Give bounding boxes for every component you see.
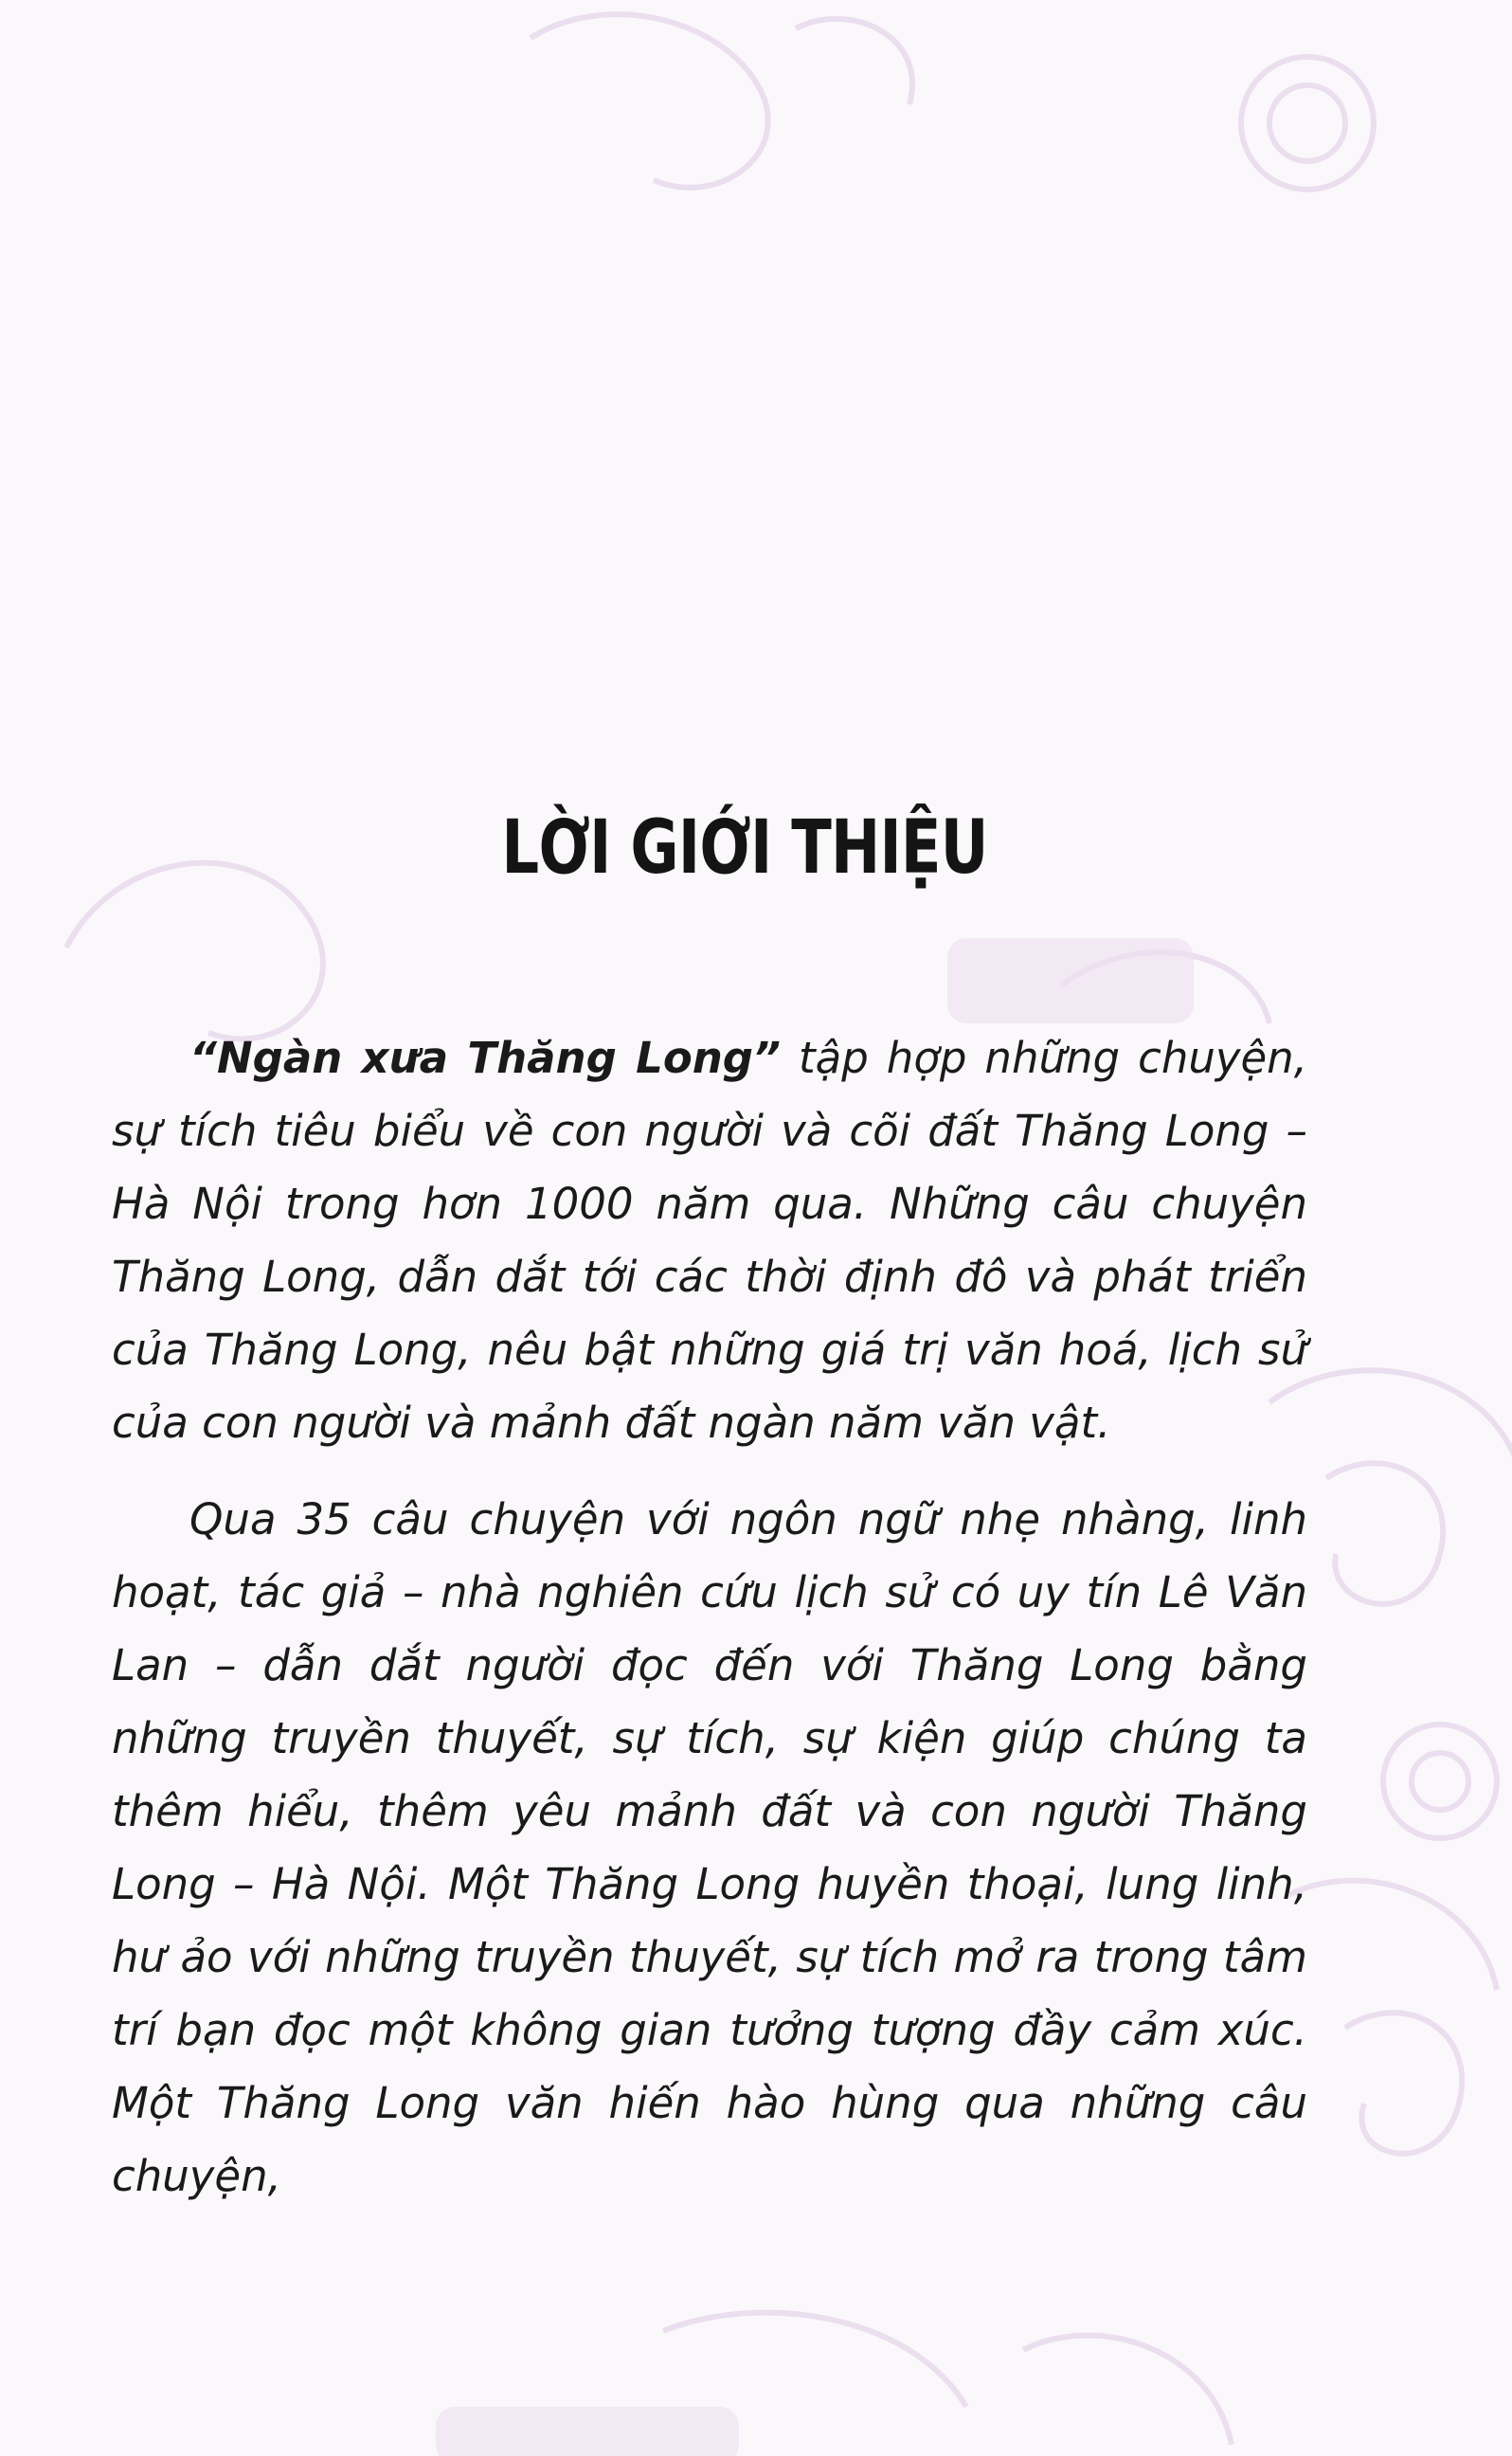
page-title: LỜI GIỚI THIỆU [501, 805, 988, 891]
book-title: “Ngàn xưa Thăng Long” [189, 1033, 781, 1083]
second-paragraph: Qua 35 câu chuyện với ngôn ngữ nhẹ nhàng, linh hoạt, tác giả – nhà nghiên cứu lịch sử có uy tín Lê Văn Lan – dẫn dắt người đọc đến với Thăng Long bằng những truyền thuyết, sự tích, sự kiện giúp chúng ta thêm hiểu, thêm yêu mảnh đất và con người Thăng Long – Hà Nội. Một Thăng Long huyền thoại, lung linh, hư ảo với những truyền thuyết, sự tích mở ra trong tâm trí bạn đọc một không gian tưởng tượng đầy cảm xúc. Một Thăng Long văn hiến hào hùng qua những câu chuyện, [112, 1494, 1307, 2201]
body-text [112, 1021, 1307, 2236]
intro-paragraph [112, 1021, 1307, 1459]
intro-text: tập hợp những chuyện, sự tích tiêu biểu về con người và cõi đất Thăng Long – Hà Nội trong hơn 1000 năm qua. Những câu chuyện Thăng Long, dẫn dắt tới các thời định đô và phát triển của Thăng Long, nêu bật những giá trị văn hoá, lịch sử của con người và mảnh đất ngàn năm văn vật. [112, 1033, 1308, 1448]
